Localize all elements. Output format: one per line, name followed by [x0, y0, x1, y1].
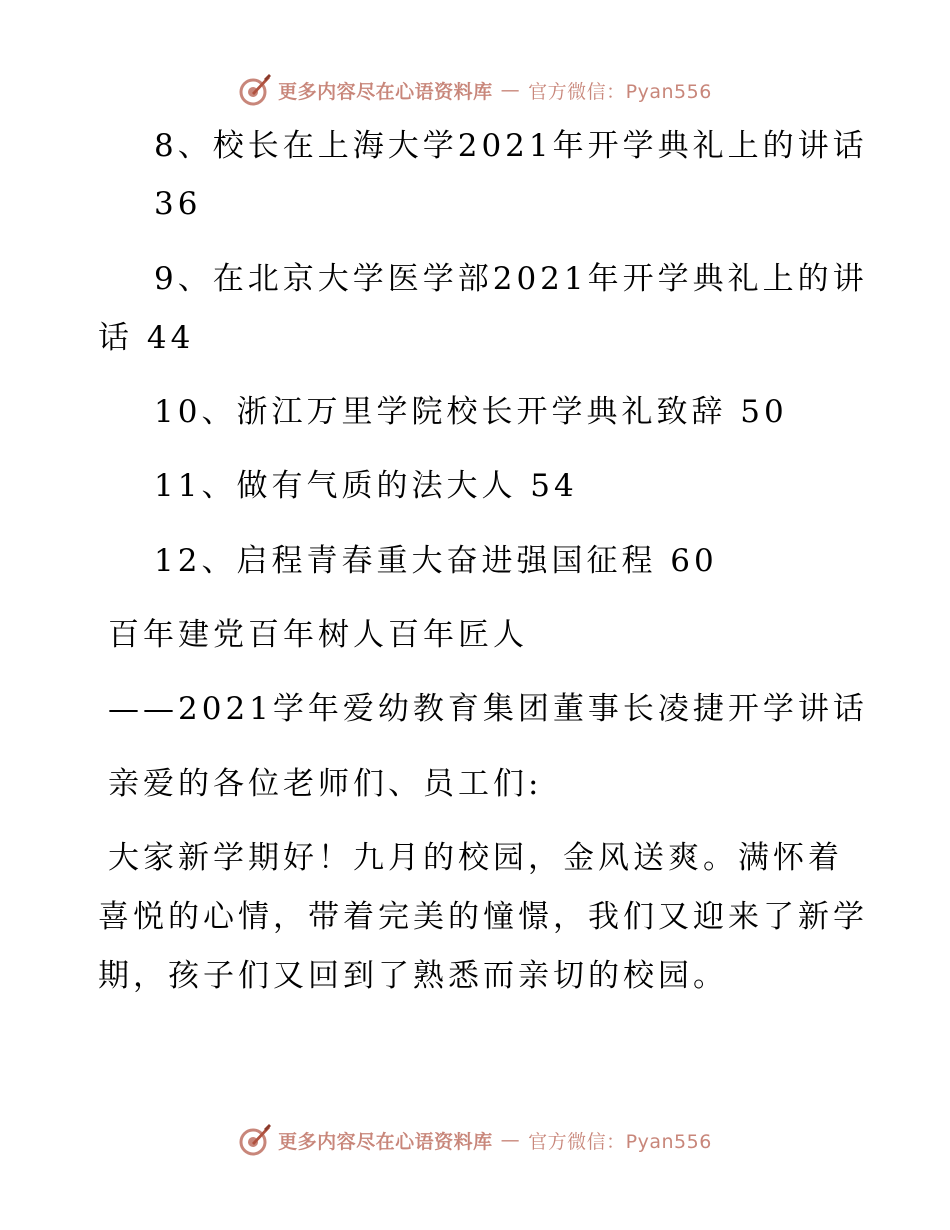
site-name-text: 更多内容尽在心语资料库 [278, 1130, 493, 1153]
toc-item-9-continued: 话 44 [98, 320, 195, 356]
toc-item-11: 11、做有气质的法大人 54 [154, 468, 578, 504]
quill-logo-icon [238, 1123, 272, 1157]
toc-item-8: 8、校长在上海大学2021年开学典礼上的讲话 [154, 128, 868, 164]
toc-item-10: 10、浙江万里学院校长开学典礼致辞 50 [154, 394, 788, 430]
paragraph-line-3: 期，孩子们又回到了熟悉而亲切的校园。 [98, 958, 728, 994]
wechat-text: 官方微信：Pyan556 [528, 1130, 712, 1153]
header-watermark-banner [0, 70, 950, 110]
quill-logo-icon [238, 73, 272, 107]
separator: — [500, 79, 521, 101]
footer-watermark-banner [0, 1120, 950, 1160]
wechat-text: 官方微信：Pyan556 [528, 80, 712, 103]
toc-item-8-page: 36 [154, 186, 202, 222]
separator: — [500, 1129, 521, 1151]
site-name-text: 更多内容尽在心语资料库 [278, 80, 493, 103]
toc-item-9: 9、在北京大学医学部2021年开学典礼上的讲 [154, 261, 868, 297]
article-salutation: 亲爱的各位老师们、员工们: [108, 766, 543, 802]
article-subtitle: ——2021学年爱幼教育集团董事长凌捷开学讲话 [108, 691, 868, 727]
article-title: 百年建党百年树人百年匠人 [108, 617, 528, 653]
paragraph-line-1: 大家新学期好！九月的校园，金风送爽。满怀着 [108, 840, 843, 876]
toc-item-12: 12、启程青春重大奋进强国征程 60 [154, 543, 718, 579]
paragraph-line-2: 喜悦的心情，带着完美的憧憬，我们又迎来了新学 [98, 899, 868, 935]
